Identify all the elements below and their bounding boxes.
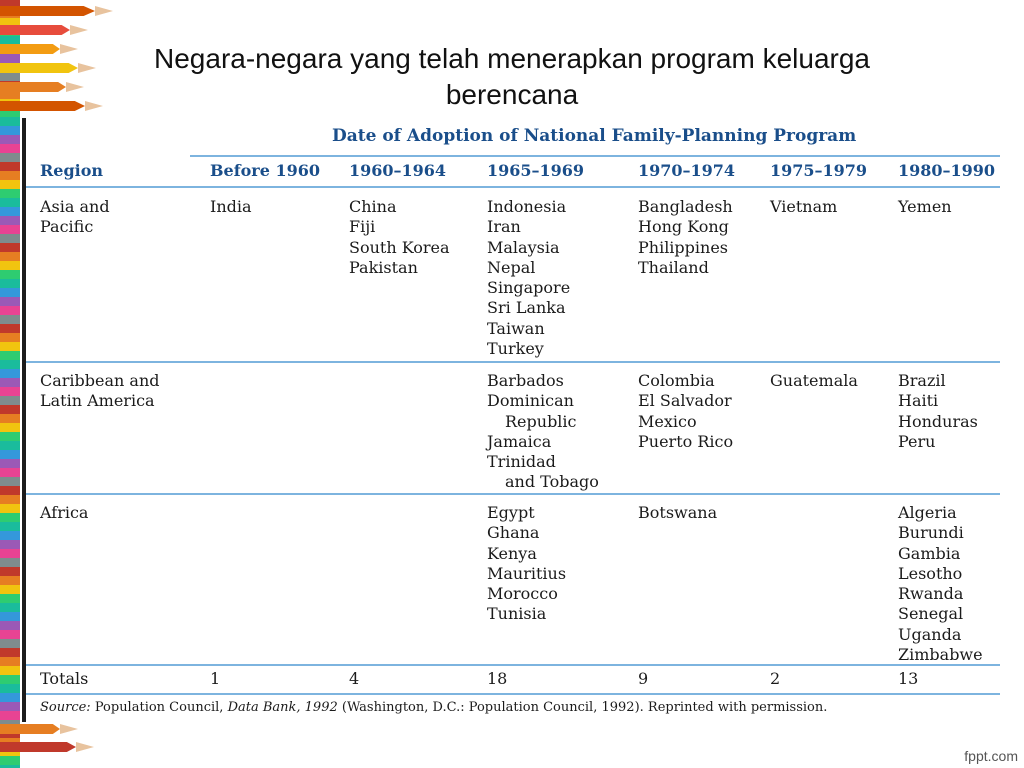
column-header-1960-1964: 1960–1964 bbox=[349, 161, 447, 180]
header-rule bbox=[26, 186, 1000, 188]
family-planning-table bbox=[22, 118, 1006, 722]
region-cell-africa: Africa bbox=[40, 503, 89, 522]
table-cell: Bangladesh Hong Kong Philippines Thailand bbox=[638, 197, 733, 277]
totals-label: Totals bbox=[40, 669, 89, 688]
table-cell: Brazil Haiti Honduras Peru bbox=[898, 371, 978, 451]
totals-value: 2 bbox=[770, 669, 781, 688]
table-cell: Barbados Dominican Republic Jamaica Trinidad and Tobago bbox=[487, 371, 599, 492]
slide-title-line-2: berencana bbox=[445, 79, 579, 110]
pencil-border-decoration bbox=[0, 0, 20, 768]
table-cell: Botswana bbox=[638, 503, 718, 522]
table-cell: Egypt Ghana Kenya Mauritius Morocco Tunisia bbox=[487, 503, 567, 624]
column-header-before-1960: Before 1960 bbox=[210, 161, 320, 180]
column-header-1980-1990: 1980–1990 bbox=[898, 161, 996, 180]
totals-value: 18 bbox=[487, 669, 508, 688]
column-header-1970-1974: 1970–1974 bbox=[638, 161, 736, 180]
region-cell-asia-pacific: Asia and Pacific bbox=[40, 197, 110, 237]
caption-rule bbox=[190, 155, 1000, 157]
column-header-1975-1979: 1975–1979 bbox=[770, 161, 868, 180]
slide-title-line-1: Negara-negara yang telah menerapkan program keluarga bbox=[154, 43, 870, 74]
table-cell: India bbox=[210, 197, 252, 216]
fppt-watermark: fppt.com bbox=[964, 748, 1018, 764]
table-cell: Algeria Burundi Gambia Lesotho Rwanda Senegal Uganda Zimbabwe bbox=[898, 503, 983, 665]
table-cell: Guatemala bbox=[770, 371, 858, 390]
table-cell: Colombia El Salvador Mexico Puerto Rico bbox=[638, 371, 734, 451]
row-rule bbox=[26, 361, 1000, 363]
slide-title bbox=[100, 41, 924, 113]
totals-value: 13 bbox=[898, 669, 919, 688]
table-cell: Vietnam bbox=[770, 197, 838, 216]
table-cell: Indonesia Iran Malaysia Nepal Singapore Sri Lanka Taiwan Turkey bbox=[487, 197, 571, 359]
table-cell: China Fiji South Korea Pakistan bbox=[349, 197, 450, 277]
totals-value: 9 bbox=[638, 669, 649, 688]
table-cell: Yemen bbox=[898, 197, 952, 216]
table-caption: Date of Adoption of National Family-Planning Program bbox=[332, 126, 857, 146]
column-header-1965-1969: 1965–1969 bbox=[487, 161, 585, 180]
row-rule bbox=[26, 493, 1000, 495]
source-note: Source: Population Council, Data Bank, 1992 (Washington, D.C.: Population Council, 1992). Reprinted with permission. bbox=[40, 700, 828, 715]
column-header-region: Region bbox=[40, 161, 104, 180]
totals-value: 4 bbox=[349, 669, 360, 688]
region-cell-caribbean-latin-america: Caribbean and Latin America bbox=[40, 371, 160, 411]
totals-rule bbox=[26, 693, 1000, 695]
row-rule bbox=[26, 664, 1000, 666]
totals-value: 1 bbox=[210, 669, 221, 688]
